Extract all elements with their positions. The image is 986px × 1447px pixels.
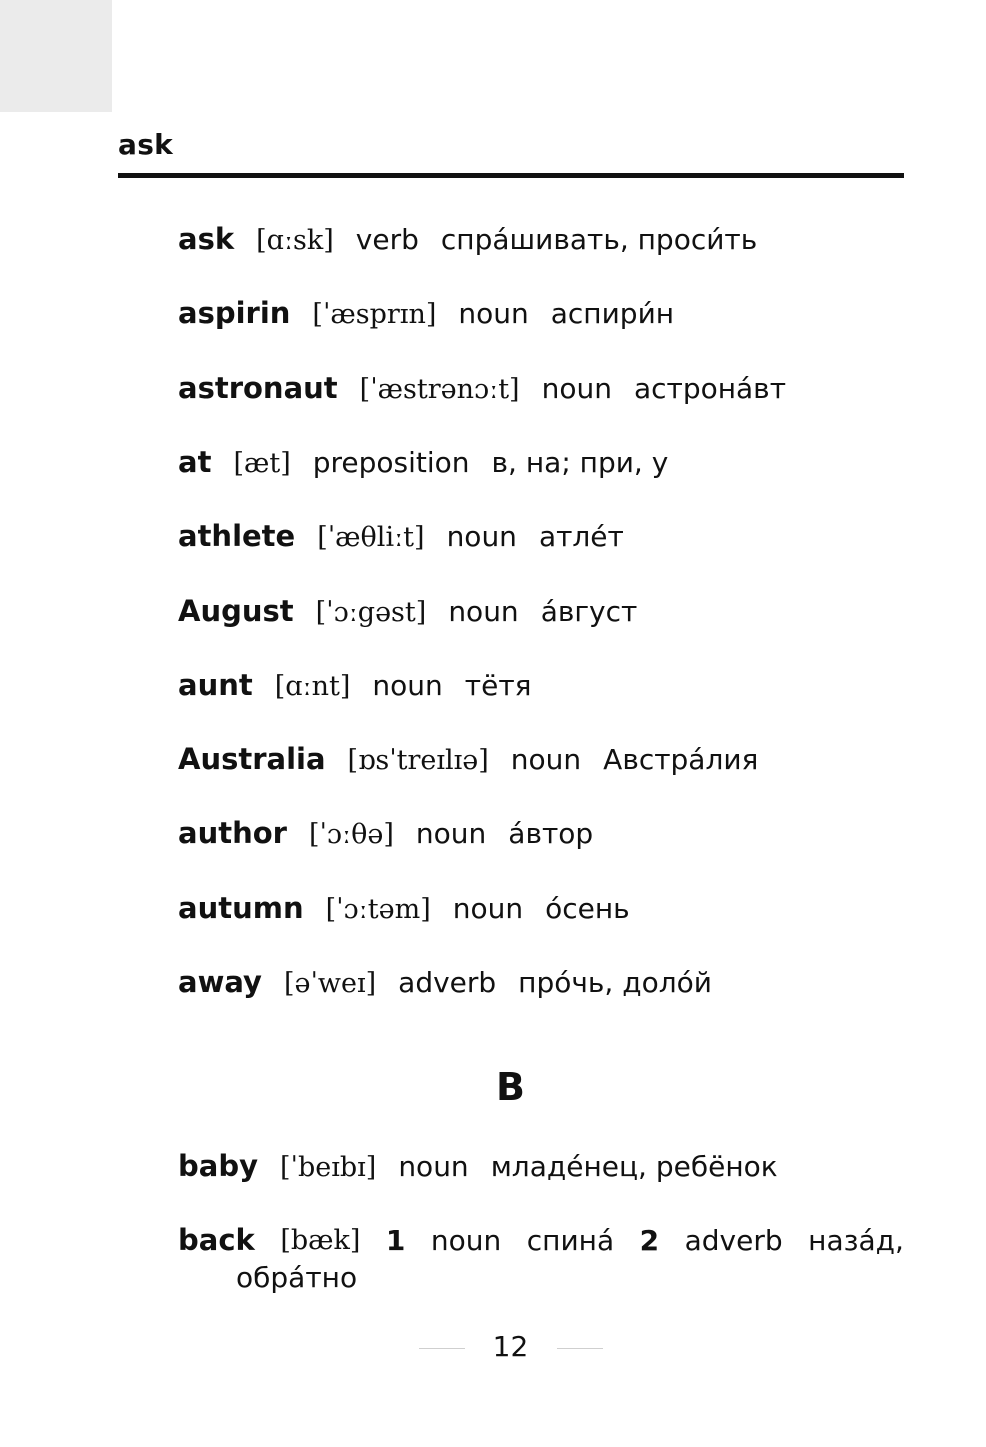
headword: Australia	[178, 742, 326, 776]
part-of-speech: adverb	[398, 966, 497, 999]
headword: baby	[178, 1149, 258, 1183]
sense-number: 1	[385, 1224, 406, 1257]
pronunciation: [ˈɔːgəst]	[315, 597, 427, 628]
headword: back	[178, 1223, 255, 1257]
headword: aunt	[178, 668, 253, 702]
part-of-speech: noun	[452, 892, 524, 925]
headword: autumn	[178, 891, 304, 925]
translation-continued: обра́тно	[236, 1261, 358, 1294]
running-head: ask	[118, 128, 174, 161]
pronunciation: [əˈweɪ]	[283, 968, 377, 999]
pronunciation: [ɑːnt]	[274, 671, 351, 702]
pronunciation: [æt]	[233, 448, 291, 479]
translation: а́втор	[508, 817, 594, 850]
part-of-speech: noun	[372, 669, 443, 702]
pronunciation: [ˈɔːtəm]	[325, 894, 431, 925]
dictionary-entry	[178, 444, 904, 482]
part-of-speech: noun	[510, 743, 582, 776]
headword: August	[178, 594, 294, 628]
sense-number: 2	[639, 1224, 660, 1257]
translation: астрона́вт	[633, 372, 786, 405]
translation: наза́д,	[808, 1224, 904, 1257]
section-letter: B	[496, 1065, 525, 1109]
part-of-speech: noun	[398, 1150, 469, 1183]
translation: в, на; при, у	[491, 446, 669, 479]
part-of-speech: noun	[458, 297, 529, 330]
folio-rule-right	[557, 1348, 603, 1349]
corner-tab	[0, 0, 112, 112]
translation: атле́т	[538, 520, 624, 553]
pronunciation: [ˈæsprɪn]	[312, 299, 437, 330]
pronunciation: [ˈæstrənɔːt]	[359, 374, 520, 405]
dictionary-entry	[178, 518, 904, 556]
translation: тётя	[464, 669, 532, 702]
part-of-speech: adverb	[684, 1224, 783, 1257]
headword: aspirin	[178, 296, 291, 330]
part-of-speech: preposition	[312, 446, 470, 479]
headword: athlete	[178, 519, 296, 553]
pronunciation: [bæk]	[280, 1225, 361, 1256]
pronunciation: [ˈæθliːt]	[317, 522, 425, 553]
dictionary-entry-back	[178, 1222, 904, 1296]
translation: а́вгуст	[540, 595, 638, 628]
dictionary-entry	[178, 221, 904, 259]
part-of-speech: noun	[448, 595, 519, 628]
part-of-speech: verb	[355, 223, 419, 256]
translation: о́сень	[545, 892, 630, 925]
dictionary-entry	[178, 370, 904, 408]
translation: спра́шивать, проси́ть	[440, 223, 758, 256]
pronunciation: [ɑːsk]	[256, 225, 334, 256]
part-of-speech: noun	[430, 1224, 502, 1257]
dictionary-entry	[178, 295, 904, 333]
page-number: 12	[492, 1330, 529, 1363]
translation: младе́нец, ребёнок	[490, 1150, 778, 1183]
part-of-speech: noun	[541, 372, 612, 405]
translation: Австра́лия	[603, 743, 759, 776]
dictionary-entry	[178, 890, 904, 928]
pronunciation: [ɒsˈtreɪlɪə]	[347, 745, 489, 776]
headword: ask	[178, 222, 235, 256]
dictionary-entry	[178, 741, 904, 779]
translation: аспири́н	[550, 297, 675, 330]
part-of-speech: noun	[446, 520, 517, 553]
headword: author	[178, 816, 287, 850]
dictionary-entry	[178, 593, 904, 631]
dictionary-entry-baby	[178, 1148, 904, 1186]
headword: at	[178, 445, 212, 479]
header-rule	[118, 173, 904, 178]
pronunciation: [ˈbeɪbɪ]	[280, 1152, 377, 1183]
translation: спина́	[526, 1224, 615, 1257]
headword: away	[178, 965, 262, 999]
translation: про́чь, доло́й	[518, 966, 712, 999]
dictionary-entry	[178, 964, 904, 1002]
pronunciation: [ˈɔːθə]	[308, 819, 394, 850]
headword: astronaut	[178, 371, 338, 405]
dictionary-entry	[178, 667, 904, 705]
dictionary-entry	[178, 815, 904, 853]
part-of-speech: noun	[415, 817, 487, 850]
